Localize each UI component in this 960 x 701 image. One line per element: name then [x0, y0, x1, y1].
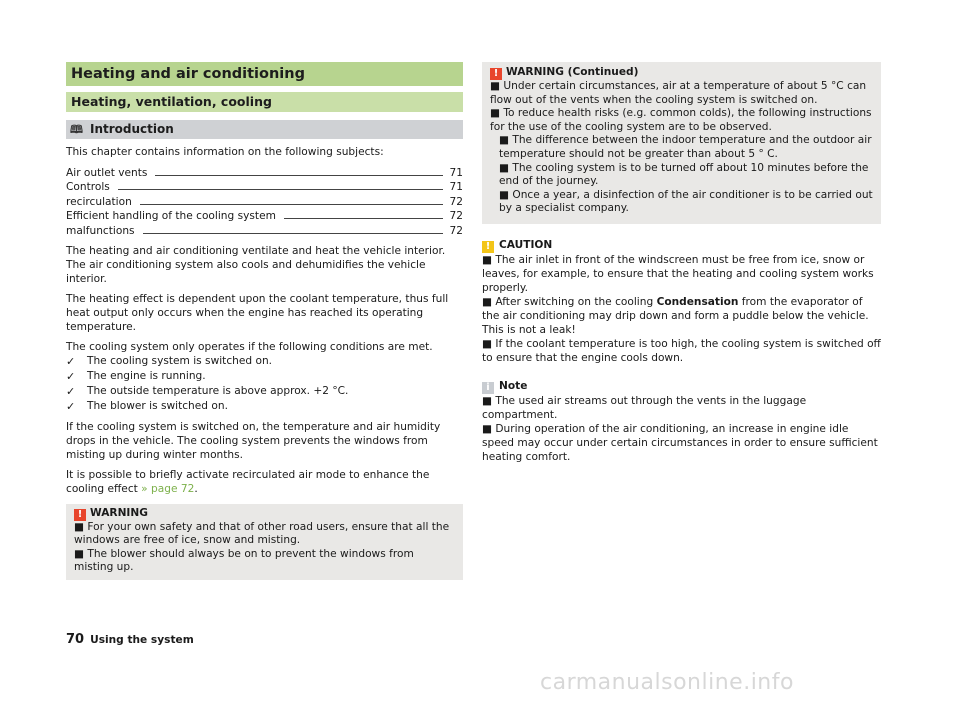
warning-item: ■ For your own safety and that of other road users, ensure that all the windows are free of ice, snow and misting.	[74, 520, 450, 547]
toc-item-label: malfunctions	[66, 224, 135, 237]
chapter-title: Heating and air conditioning	[66, 62, 463, 86]
toc-item-air-outlet-vents[interactable]	[66, 165, 463, 180]
warning-icon: !	[490, 68, 502, 80]
toc-item-page: 72	[449, 224, 463, 237]
caution-item: ■ The air inlet in front of the windscreen must be free from ice, snow or leaves, for example, to ensure that the heating and cooling system works properly.	[482, 253, 874, 294]
check-icon: ✓	[66, 369, 76, 383]
caution-item: ■ After switching on the cooling Condensation from the evaporator of the air conditioning may drip down and form a puddle below the vehicle. This is not a leak!	[482, 295, 869, 336]
paragraph-recirculation: It is possible to briefly activate recirculated air mode to enhance the cooling effect » page 72.	[66, 468, 430, 495]
paragraph-ventilation: The heating and air conditioning ventilate and heat the vehicle interior. The air conditioning system also cools and dehumidifies the vehicle interior.	[66, 244, 446, 285]
toc-item-label: recirculation	[66, 195, 132, 208]
warning-continued-header	[490, 65, 873, 80]
toc-item-page: 71	[449, 166, 463, 179]
paragraph-conditions: The cooling system only operates if the following conditions are met.	[66, 340, 433, 353]
warning-subitem: ■ The cooling system is to be turned off about 10 minutes before the end of the journey.	[499, 161, 869, 188]
toc-item-efficient-handling[interactable]	[66, 209, 463, 224]
caution-title: CAUTION	[499, 238, 553, 251]
warning-continued-title: WARNING (Continued)	[506, 66, 639, 78]
toc-item-label: Air outlet vents	[66, 166, 148, 179]
table-of-contents	[66, 165, 463, 238]
left-column	[66, 62, 463, 580]
condition-item: ✓ The engine is running.	[66, 369, 206, 383]
note-item: ■ The used air streams out through the vents in the luggage compartment.	[482, 394, 807, 421]
caution-header	[482, 238, 881, 253]
warning-subitem: ■ The difference between the indoor temperature and the outdoor air temperature should not be greater than about 5 ° C.	[499, 134, 872, 160]
book-icon: 🕮	[70, 123, 83, 136]
footer-section-label: Using the system	[90, 634, 194, 646]
check-icon: ✓	[66, 384, 76, 398]
toc-item-malfunctions[interactable]	[66, 223, 463, 238]
conditions-list	[66, 354, 463, 414]
note-header	[482, 379, 881, 394]
check-icon: ✓	[66, 354, 76, 368]
warning-item: ■ The blower should always be on to prevent the windows from misting up.	[74, 547, 414, 574]
page-footer	[66, 628, 194, 647]
info-icon: i	[482, 382, 494, 394]
condition-item: ✓ The outside temperature is above approx. +2 °C.	[66, 384, 349, 398]
note-item: ■ During operation of the air conditioning, an increase in engine idle speed may occur under certain circumstances in order to ensure sufficient heating comfort.	[482, 422, 878, 463]
toc-item-page: 72	[449, 210, 463, 222]
introduction-header	[66, 120, 463, 139]
warning-title: WARNING	[90, 506, 148, 519]
warning-item: ■ Under certain circumstances, air at a temperature of about 5 °C can flow out of the vents when the cooling system is switched on.	[490, 80, 867, 106]
warning-item: ■ To reduce health risks (e.g. common colds), the following instructions for the use of the cooling system are to be observed.	[490, 107, 872, 133]
toc-item-recirculation[interactable]	[66, 194, 463, 209]
caution-item: ■ If the coolant temperature is too high, the cooling system is switched off to ensure that the engine cools down.	[482, 337, 881, 364]
paragraph-heating-effect: The heating effect is dependent upon the coolant temperature, thus full heat output only occurs when the engine has reached its operating temperature.	[66, 292, 449, 333]
section-subtitle: Heating, ventilation, cooling	[66, 92, 463, 112]
condition-item: ✓ The cooling system is switched on.	[66, 354, 273, 368]
warning-subitem: ■ Once a year, a disinfection of the air conditioner is to be carried out by a specialist company.	[499, 188, 873, 215]
introduction-title: Introduction	[90, 122, 174, 136]
toc-item-label: Controls	[66, 181, 110, 193]
toc-item-controls[interactable]	[66, 180, 463, 195]
warning-continued-box	[482, 62, 881, 224]
warning-box	[66, 504, 463, 580]
condition-item: ✓ The blower is switched on.	[66, 399, 228, 413]
toc-item-label: Efficient handling of the cooling system	[66, 210, 276, 222]
check-icon: ✓	[66, 399, 76, 413]
warning-header	[74, 506, 455, 521]
toc-item-page: 72	[449, 195, 463, 208]
page-link[interactable]: » page 72	[141, 482, 195, 495]
caution-icon: !	[482, 241, 494, 253]
paragraph-humidity: If the cooling system is switched on, the temperature and air humidity drops in the vehicle. The cooling system prevents the windows from misting up during winter months.	[66, 420, 441, 461]
right-column	[482, 62, 881, 464]
note-section	[482, 379, 881, 464]
note-title: Note	[499, 379, 528, 392]
intro-text: This chapter contains information on the following subjects:	[66, 146, 384, 158]
watermark: carmanualsonline.info	[540, 670, 794, 695]
warning-icon: !	[74, 509, 86, 521]
page-number: 70	[66, 632, 85, 647]
toc-item-page: 71	[449, 181, 463, 193]
caution-section	[482, 238, 881, 365]
